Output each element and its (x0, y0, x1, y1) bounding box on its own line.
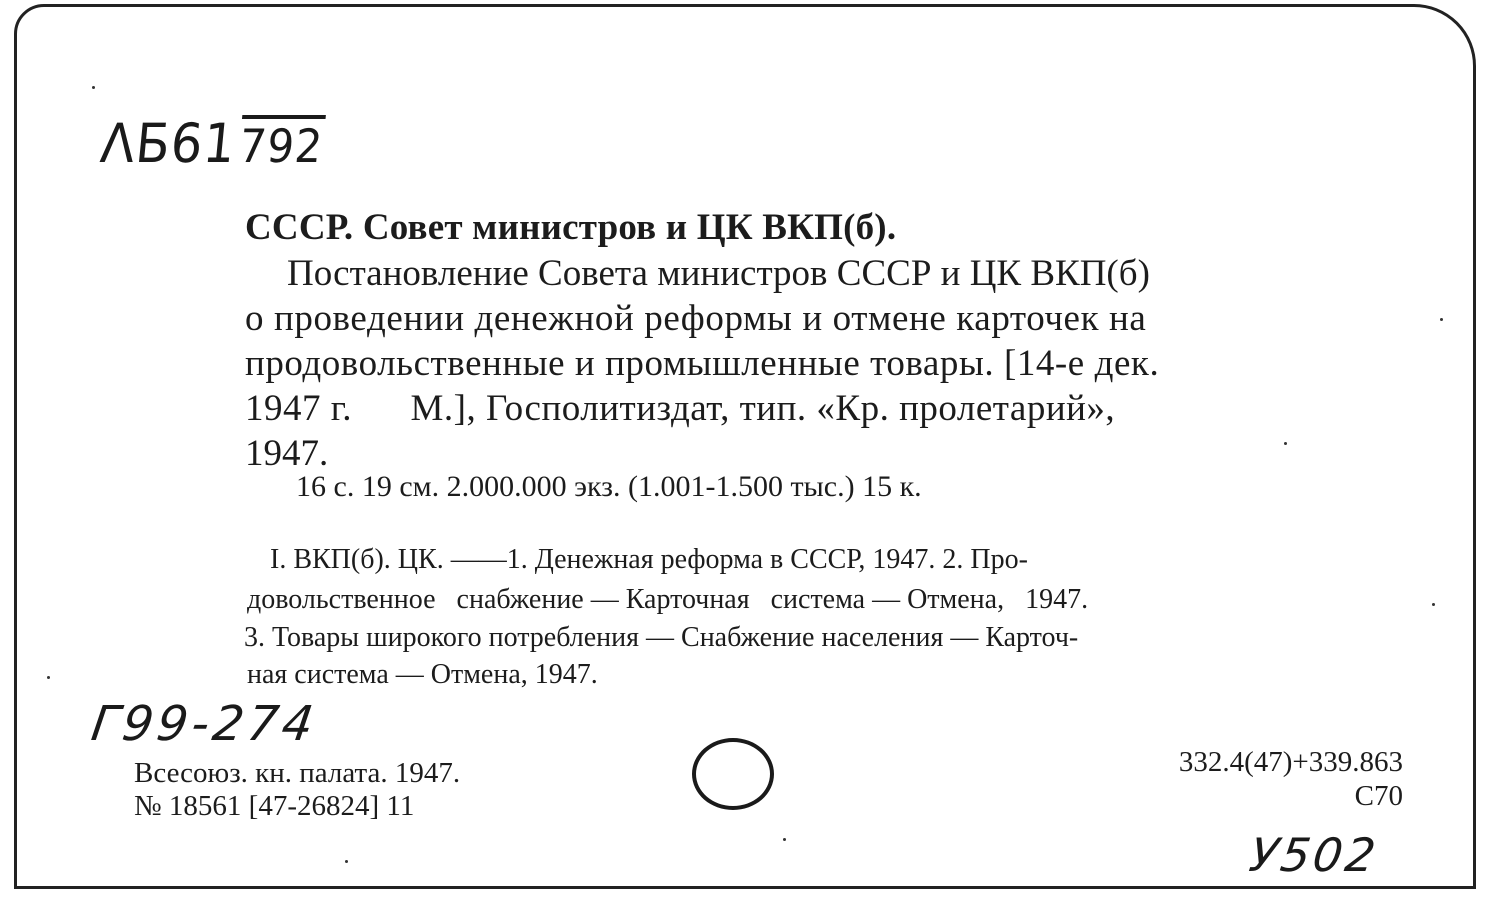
subject-line: ная система — Отмена, 1947. (247, 659, 598, 690)
subject-line: 3. Товары широкого потребления — Снабжение населения — Карточ- (244, 622, 1079, 653)
heading-body: ЦК ВКП(б). (696, 207, 897, 248)
physical-description: 16 с. 19 см. 2.000.000 экз. (1.001-1.500 тыс.) 15 к. (296, 470, 922, 503)
handwritten-number: Г99-274 (88, 696, 321, 752)
speck (1432, 603, 1435, 606)
shelfmark-number: 792 (236, 119, 326, 173)
handwritten-inventory-mark: У502 (1246, 828, 1382, 882)
author-mark: С70 (1354, 780, 1403, 812)
heading-country: СССР. Совет министров и (245, 207, 697, 248)
speck (783, 838, 786, 841)
description-line: продовольственные и промышленные товары. [14-е дек. (245, 343, 1160, 384)
handwritten-shelfmark (98, 112, 326, 175)
subject-line: I. ВКП(б). ЦК. ——1. Денежная реформа в СССР, 1947. 2. Про- (270, 544, 1028, 575)
main-heading (245, 206, 896, 249)
classification-code: 332.4(47)+339.863 (1178, 746, 1403, 778)
book-chamber-line: Всесоюз. кн. палата. 1947. (134, 757, 461, 789)
speck (92, 86, 95, 89)
shelfmark-main: ΛБ61 (97, 112, 239, 175)
speck (1440, 318, 1443, 321)
speck (1284, 442, 1287, 445)
description-line: 1947. (245, 433, 329, 474)
description-line: Постановление Совета министров СССР и ЦК ВКП(б) (287, 253, 1150, 294)
speck (47, 676, 50, 679)
subject-line: довольственное снабжение — Карточная система — Отмена, 1947. (247, 584, 1089, 615)
speck (345, 860, 348, 863)
book-chamber-number: № 18561 [47-26824] 11 (134, 790, 415, 822)
description-line: о проведении денежной реформы и отмене карточек на (245, 298, 1147, 339)
punch-hole (692, 738, 774, 810)
description-line: 1947 г. М.], Госполитиздат, тип. «Кр. пролетарий», (245, 388, 1116, 429)
